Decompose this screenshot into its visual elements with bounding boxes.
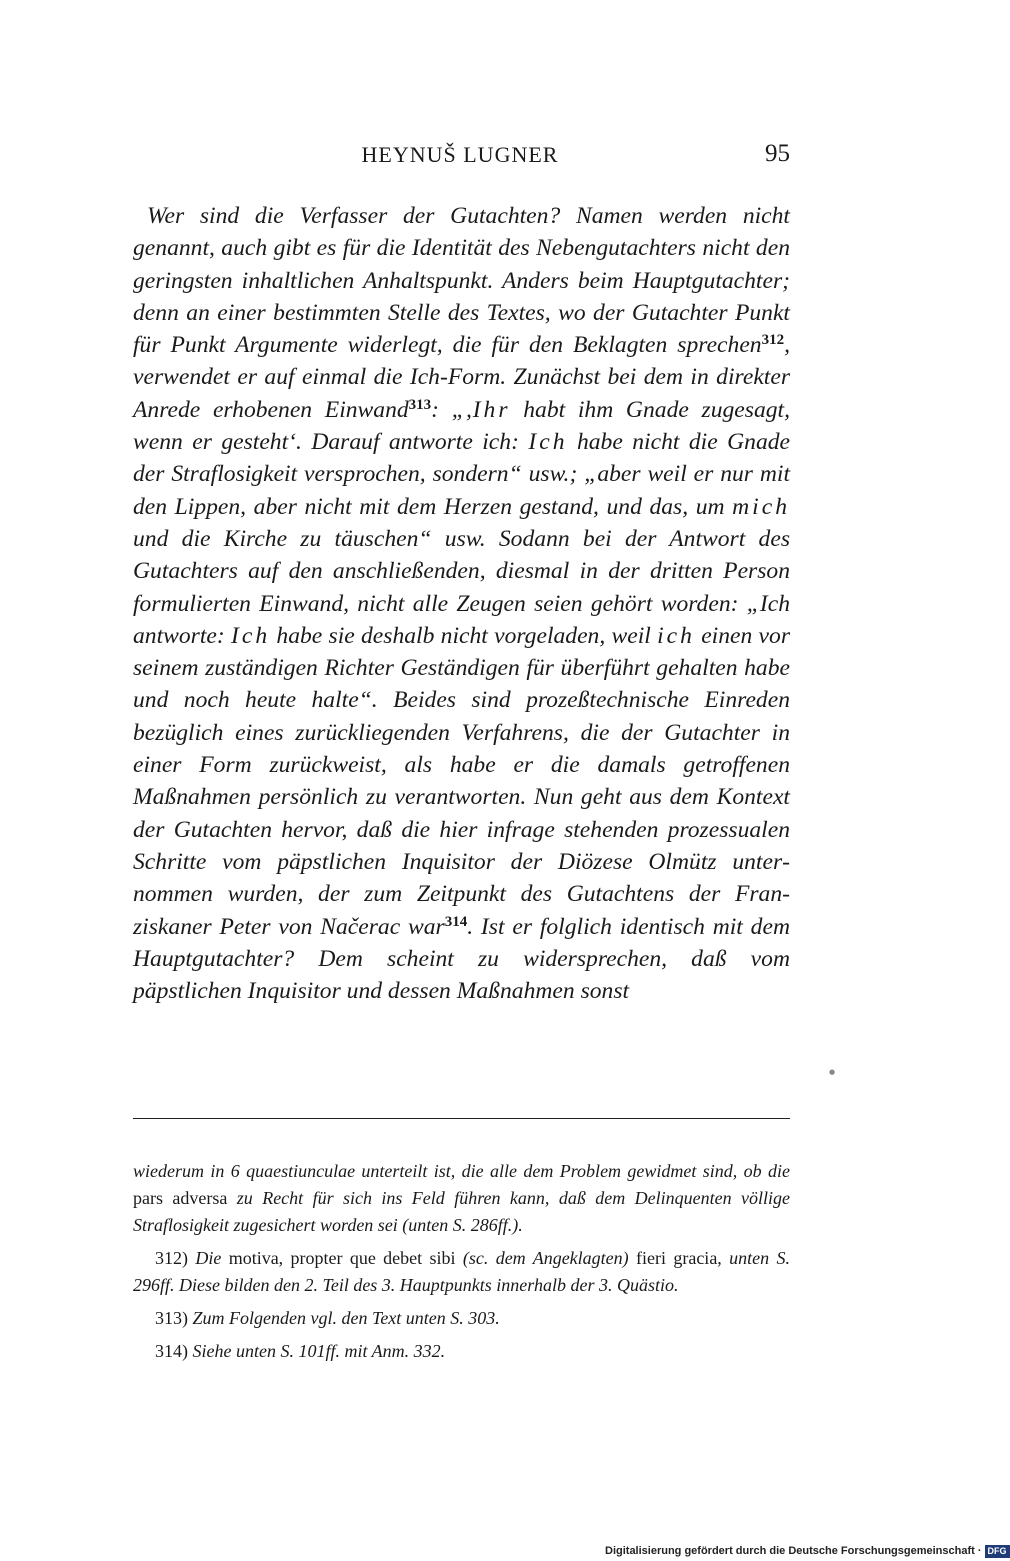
footnotes [133,1158,790,1371]
body-text-run: habt ihm Gnade zugesagt, wenn er gesteht‘. Darauf antworte ich: [133,396,790,456]
footnote-text: Die [188,1248,229,1268]
footnote-divider [133,1118,790,1119]
body-text-run: : „‚ [431,396,473,423]
footnote-continuation [133,1158,790,1239]
body-text-run: und die Kirche zu täuschen“ usw. Sodann bei der Antwort des Gutachters auf den anschließenden, diesmal in der dritten Person formulierten Einwand, nicht alle Zeugen seien gehört worden: „Ich antworte: [133,525,790,649]
page-header [130,142,790,174]
spaced-emphasis: Ich [528,429,568,456]
body-paragraph [133,200,790,1007]
footnote-latin: pars adversa [133,1188,228,1208]
scan-speck: ● [829,1068,836,1076]
footnote-number: 313) [155,1308,188,1328]
footnote-ref-314[interactable]: 314 [444,913,468,930]
footnote-text: (sc. dem Angeklagten) [455,1248,637,1268]
footnote-text: unten S. 296ff. Diese bilden den 2. Teil des 3. Hauptpunkts innerhalb der 3. Quästio. [133,1248,790,1295]
footnote-314 [133,1338,790,1365]
body-text-run: habe sie deshalb nicht vorgeladen, weil [270,622,658,649]
spaced-emphasis: Ich [231,622,271,649]
spaced-emphasis: Ihr [472,396,511,423]
page-number: 95 [765,140,790,167]
footnote-ref-312[interactable]: 312 [761,332,785,349]
spaced-emphasis: ich [657,622,695,649]
credit-text: Digitalisierung gefördert durch die Deutsche Forschungsgemeinschaft · [605,1545,982,1557]
footnote-ref-313[interactable]: 313 [408,396,432,413]
footnote-312 [133,1245,790,1299]
footnote-number: 314) [155,1341,188,1361]
body-text-run: habe nicht die Gnade der Straflosigkeit versprochen, sondern“ usw.; „aber weil er nur mit den Lippen, aber nicht mit dem Herzen gestand, und das, um [133,429,791,520]
body-text-run: , verwendet er auf einmal die Ich-Form. Zunächst bei dem in direkter Anrede erhobenen Einwand [133,332,790,423]
footnote-text: zu Recht für sich ins Feld führen kann, daß dem Delinquenten völlige Straflosigkeit zugesichert worden sei (unten S. 286ff.). [133,1188,790,1235]
digitization-credit [605,1543,1007,1559]
footnote-number: 312) [155,1248,188,1268]
footnote-latin: fieri gracia, [636,1248,722,1268]
footnote-text: wiederum in 6 quaestiunculae unterteilt ist, die alle dem Problem gewidmet sind, ob die [133,1161,790,1181]
running-title: HEYNUŠ LUGNER [361,142,559,167]
footnote-latin: motiva, propter que debet sibi [228,1248,456,1268]
footnote-313 [133,1305,790,1332]
body-text-run: . Ist er folglich identisch mit dem Hauptgutachter? Dem scheint zu widersprechen, daß vom päpstlichen Inquisitor und dessen Maßnahmen sonst [133,913,790,1005]
dfg-logo: DFG [985,1545,1010,1558]
footnote-text: Siehe unten S. 101ff. mit Anm. 332. [188,1341,446,1361]
footnote-text: Zum Folgenden vgl. den Text unten S. 303. [188,1308,500,1328]
body-text-run: Wer sind die Verfasser der Gutachten? Namen werden nicht genannt, auch gibt es für die Identität des Nebengutachters nicht den geringsten inhaltlichen Anhaltspunkt. Anders beim Hauptgutachter; denn an einer bestimmten Stelle des Textes, wo der Gutachter Punkt für Punkt Argumente widerlegt, die für den Beklagten sprechen [133,203,790,359]
body-text-run: einen vor seinem zuständigen Richter Geständigen für überführt gehalten habe und noch heute halte“. Beides sind prozeßtechnische Einreden bezüglich eines zurückliegenden Verfahrens, die der Gutachter in einer Form zurückweist, als habe er die damals getroffenen Maßnahmen persönlich zu verantworten. Nun geht aus dem Kontext der Gutachten hervor, daß die hier infrage stehenden prozessualen Schritte vom päpstlichen Inquisitor der Diözese Olmütz unternommen wurden, der zum Zeitpunkt des Gutachtens der Franziskaner Peter von Načerac war [133,622,790,940]
spaced-emphasis: mich [732,493,790,520]
